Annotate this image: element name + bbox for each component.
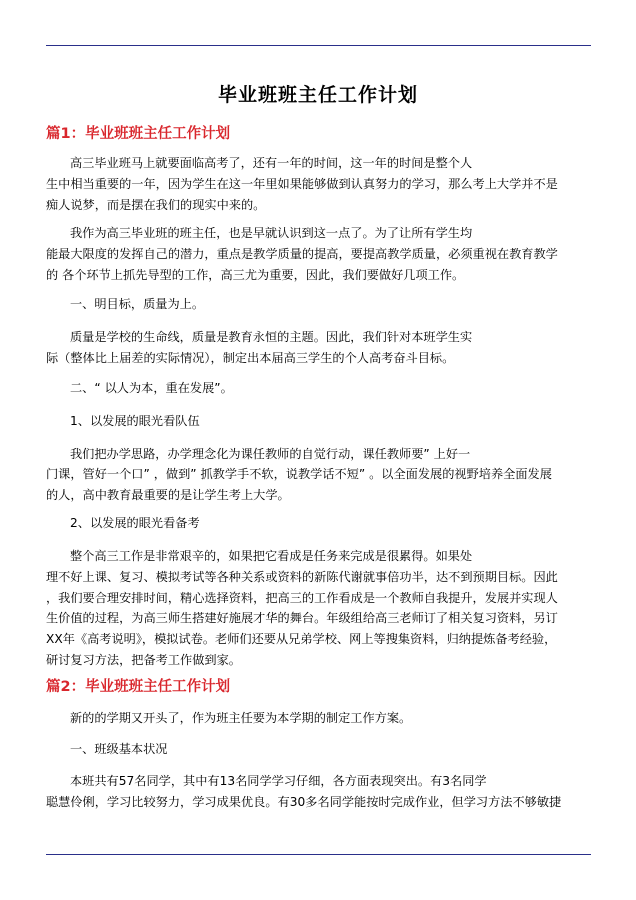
list-heading: 一、明目标，质量为上。 (70, 297, 205, 311)
paragraph-line: 本班共有57名同学，其中有13名同学学习仔细，各方面表现突出。有3名同学 (70, 774, 487, 788)
paragraph-line: 痴人说梦，而是摆在我们的现实中来的。 (46, 198, 266, 212)
header-rule (46, 45, 591, 46)
section-heading-2: 篇2：毕业班班主任工作计划 (46, 679, 231, 695)
paragraph-line: 高三毕业班马上就要面临高考了，还有一年的时间，这一年的时间是整个人 (70, 156, 473, 170)
paragraph-line: 生价值的过程，为高三师生搭建好施展才华的舞台。年级组给高三老师订了相关复习资料，另订 (46, 611, 558, 625)
paragraph-line: 聪慧伶俐，学习比较努力，学习成果优良。有30多名同学能按时完成作业，但学习方法不够敏捷 (46, 795, 562, 809)
section-heading-1: 篇1：毕业班班主任工作计划 (46, 126, 231, 142)
document-title: 毕业班班主任工作计划 (217, 84, 418, 106)
list-heading: 1、以发展的眼光看队伍 (70, 414, 200, 428)
paragraph-line: XX年《高考说明》，模拟试卷。老师们还要从兄弟学校、网上等搜集资料，归纳提炼备考经验， (46, 632, 557, 646)
paragraph-line: 质量是学校的生命线，质量是教育永恒的主题。因此，我们针对本班学生实 (70, 330, 473, 344)
paragraph-line: 门课，管好一个口” ，做到” 抓教学手不软，说教学话不短” 。以全面发展的视野培养全面发展 (46, 467, 552, 481)
list-heading: 二、“ 以人为本，重在发展”。 (70, 381, 233, 395)
paragraph-line: 的 各个环节上抓先导型的工作，高三尤为重要，因此，我们要做好几项工作。 (46, 268, 465, 282)
paragraph-line: 际（整体比上届差的实际情况），制定出本届高三学生的个人高考奋斗目标。 (46, 351, 455, 365)
paragraph-line: 研讨复习方法，把备考工作做到家。 (46, 653, 241, 667)
paragraph-line: 我们把办学思路，办学理念化为课任教师的自觉行动，课任教师要” 上好一 (70, 447, 471, 461)
paragraph-line: 生中相当重要的一年，因为学生在这一年里如果能够做到认真努力的学习，那么考上大学并不是 (46, 177, 558, 191)
paragraph-line: ，我们要合理安排时间，精心选择资料，把高三的工作看成是一个教师自我提升，发展并实现人 (46, 591, 558, 605)
paragraph-line: 能最大限度的发挥自己的潜力，重点是教学质量的提高，要提高教学质量，必须重视在教育教学 (46, 247, 558, 261)
list-heading: 一、班级基本状况 (70, 742, 168, 756)
list-heading: 2、以发展的眼光看备考 (70, 516, 200, 530)
paragraph-line: 的人，高中教育最重要的是让学生考上大学。 (46, 488, 290, 502)
paragraph-line: 整个高三工作是非常艰辛的，如果把它看成是任务来完成是很累得。如果处 (70, 549, 473, 563)
paragraph-line: 理不好上课、复习、模拟考试等各种关系或资料的新陈代谢就事倍功半，达不到预期目标。因此 (46, 570, 558, 584)
paragraph-line: 新的的学期又开头了，作为班主任要为本学期的制定工作方案。 (70, 711, 412, 725)
footer-rule (46, 854, 591, 855)
paragraph-line: 我作为高三毕业班的班主任，也是早就认识到这一点了。为了让所有学生均 (70, 226, 473, 240)
